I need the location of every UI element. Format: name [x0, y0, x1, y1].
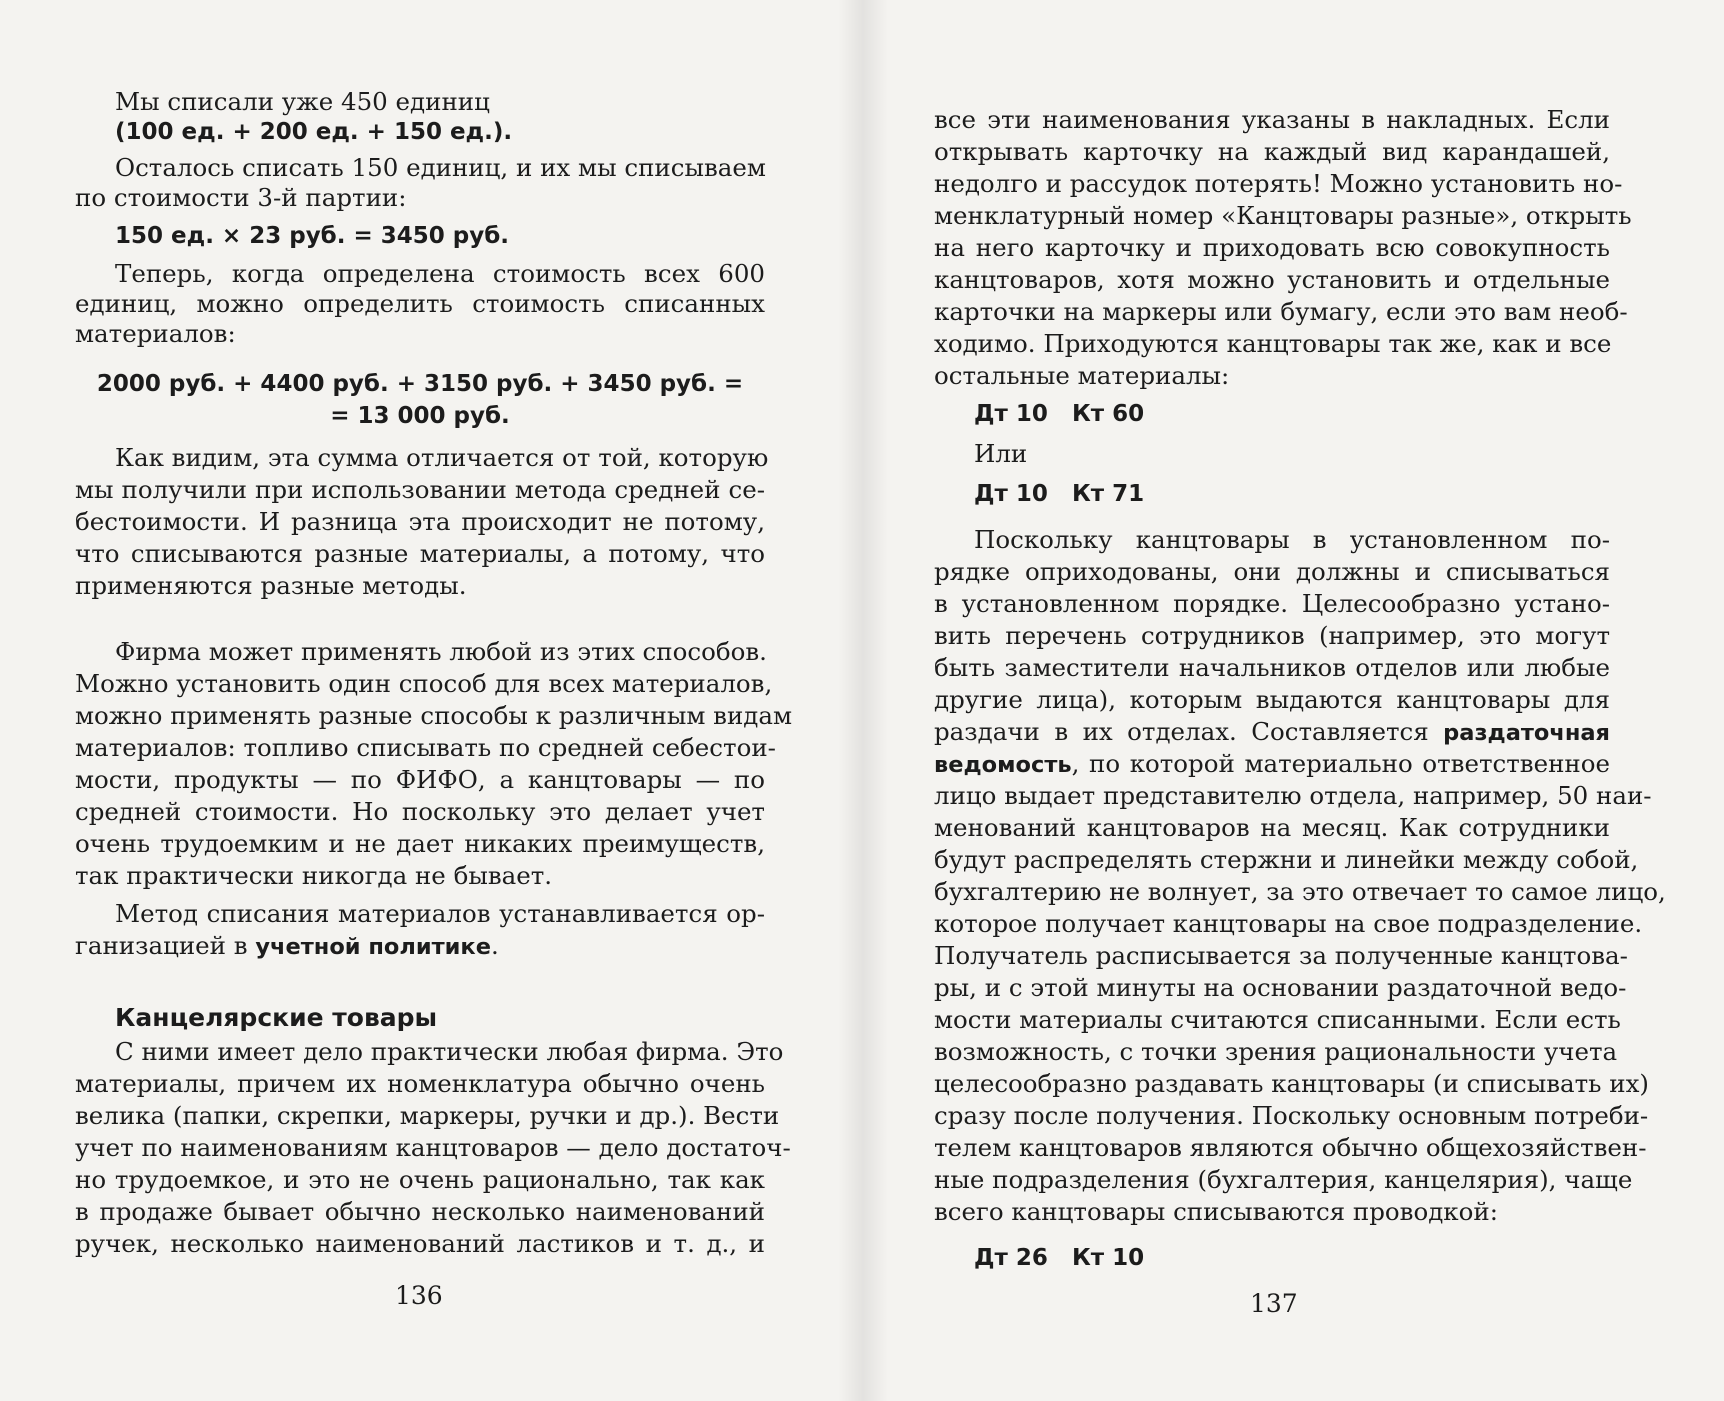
text-line: которое получает канцтовары на свое подразделение. [934, 909, 1643, 938]
text-line: Мы списали уже 450 единиц [115, 87, 490, 116]
text-line: ручек, несколько наименований ластиков и т. д., и [75, 1229, 765, 1258]
text-line: открывать карточку на каждый вид карандашей, [934, 137, 1610, 166]
text-line: Метод списания материалов устанавливается ор- [115, 899, 765, 928]
formula: 150 ед. × 23 руб. = 3450 руб. [115, 223, 510, 249]
text-line: канцтоваров, хотя можно установить и отдельные [934, 265, 1610, 294]
text-line: недолго и рассудок потерять! Можно установить но- [934, 169, 1623, 198]
text-line: что списываются разные материалы, а потому, что [75, 539, 765, 568]
text-line: бестоимости. И разница эта происходит не потому, [75, 507, 765, 536]
text-line: мы получили при использовании метода средней се- [75, 475, 765, 504]
text-line: остальные материалы: [934, 361, 1230, 390]
text-line: телем канцтоваров являются обычно общехозяйствен- [934, 1133, 1647, 1162]
text-line: очень трудоемким и не дает никаких преимуществ, [75, 829, 765, 858]
bold-term: учетной политике [255, 934, 491, 960]
accounting-entry: Дт 10 Кт 60 [974, 401, 1145, 427]
text-line: но трудоемкое, и это не очень рационально, так как [75, 1165, 765, 1194]
text-line: другие лица), которым выдаются канцтовары для [934, 685, 1610, 714]
text-line: средней стоимости. Но поскольку это делает учет [75, 797, 765, 826]
formula: = 13 000 руб. [330, 403, 510, 429]
page-number: 137 [1250, 1289, 1298, 1318]
text-line: менклатурный номер «Канцтовары разные», открыть [934, 201, 1632, 230]
book-gutter [838, 0, 888, 1401]
text-line: карточки на маркеры или бумагу, если это вам необ- [934, 297, 1628, 326]
text-line: на него карточку и приходовать всю совокупность [934, 233, 1610, 262]
text-line: по стоимости 3-й партии: [75, 183, 407, 212]
formula: 2000 руб. + 4400 руб. + 3150 руб. + 3450 руб. = [96, 371, 744, 397]
accounting-entry: Дт 10 Кт 71 [974, 481, 1145, 507]
text-line: Теперь, когда определена стоимость всех 600 [115, 259, 765, 288]
text-line: раздачи в их отделах. Составляется раздаточная [934, 717, 1610, 746]
text-line: учет по наименованиям канцтоваров — дело достаточ- [75, 1133, 791, 1162]
section-heading: Канцелярские товары [115, 1003, 438, 1032]
text-line: единиц, можно определить стоимость списанных [75, 289, 765, 318]
text-line: Можно установить один способ для всех материалов, [75, 669, 773, 698]
text-line: в продаже бывает обычно несколько наименований [75, 1197, 765, 1226]
text-line: ходимо. Приходуются канцтовары так же, как и все [934, 329, 1612, 358]
text-line: все эти наименования указаны в накладных. Если [934, 105, 1610, 134]
text-line: бухгалтерию не волнует, за это отвечает то самое лицо, [934, 877, 1666, 906]
text-line: будут распределять стержни и линейки между собой, [934, 845, 1639, 874]
bold-term: ведомость [934, 752, 1072, 778]
text-line: Поскольку канцтовары в установленном по- [974, 525, 1610, 554]
text-line: так практически никогда не бывает. [75, 861, 553, 890]
text-line: лицо выдает представителю отдела, например, 50 наи- [934, 781, 1652, 810]
text-line: материалов: топливо списывать по средней себестои- [75, 733, 776, 762]
text-line: менований канцтоваров на месяц. Как сотрудники [934, 813, 1610, 842]
text-line: мости, продукты — по ФИФО, а канцтовары — по [75, 765, 765, 794]
text-line: Как видим, эта сумма отличается от той, которую [115, 443, 769, 472]
text-line: велика (папки, скрепки, маркеры, ручки и др.). Вести [75, 1101, 780, 1130]
text-line: Осталось списать 150 единиц, и их мы списываем [115, 153, 766, 182]
text-line: ганизацией в учетной политике. [75, 931, 499, 960]
text-line: (100 ед. + 200 ед. + 150 ед.). [115, 119, 513, 145]
text-line: возможность, с точки зрения рациональности учета [934, 1037, 1618, 1066]
text-line: сразу после получения. Поскольку основным потреби- [934, 1101, 1649, 1130]
text-line: всего канцтовары списываются проводкой: [934, 1197, 1498, 1226]
text-line: ры, и с этой минуты на основании раздаточной ведо- [934, 973, 1627, 1002]
text-line: можно применять разные способы к различным видам [75, 701, 793, 730]
text-line: вить перечень сотрудников (например, это могут [934, 621, 1610, 650]
text-line: рядке оприходованы, они должны и списываться [934, 557, 1610, 586]
text-line: быть заместители начальников отделов или любые [934, 653, 1610, 682]
text-line: Получатель расписывается за полученные канцтова- [934, 941, 1628, 970]
text-line: мости материалы считаются списанными. Если есть [934, 1005, 1621, 1034]
text-line: Или [974, 439, 1028, 468]
text-line: в установленном порядке. Целесообразно устано- [934, 589, 1610, 618]
text-line: материалов: [75, 319, 236, 348]
text-line: Фирма может применять любой из этих способов. [115, 637, 767, 666]
text-line: ведомость, по которой материально ответственное [934, 749, 1610, 778]
bold-term: раздаточная [1443, 720, 1610, 746]
text-line: применяются разные методы. [75, 571, 467, 600]
text-line: материалы, причем их номенклатура обычно очень [75, 1069, 765, 1098]
page-number: 136 [395, 1281, 443, 1310]
text-line: ные подразделения (бухгалтерия, канцелярия), чаще [934, 1165, 1633, 1194]
text-line: целесообразно раздавать канцтовары (и списывать их) [934, 1069, 1649, 1098]
accounting-entry: Дт 26 Кт 10 [974, 1245, 1145, 1271]
text-line: С ними имеет дело практически любая фирма. Это [115, 1037, 784, 1066]
